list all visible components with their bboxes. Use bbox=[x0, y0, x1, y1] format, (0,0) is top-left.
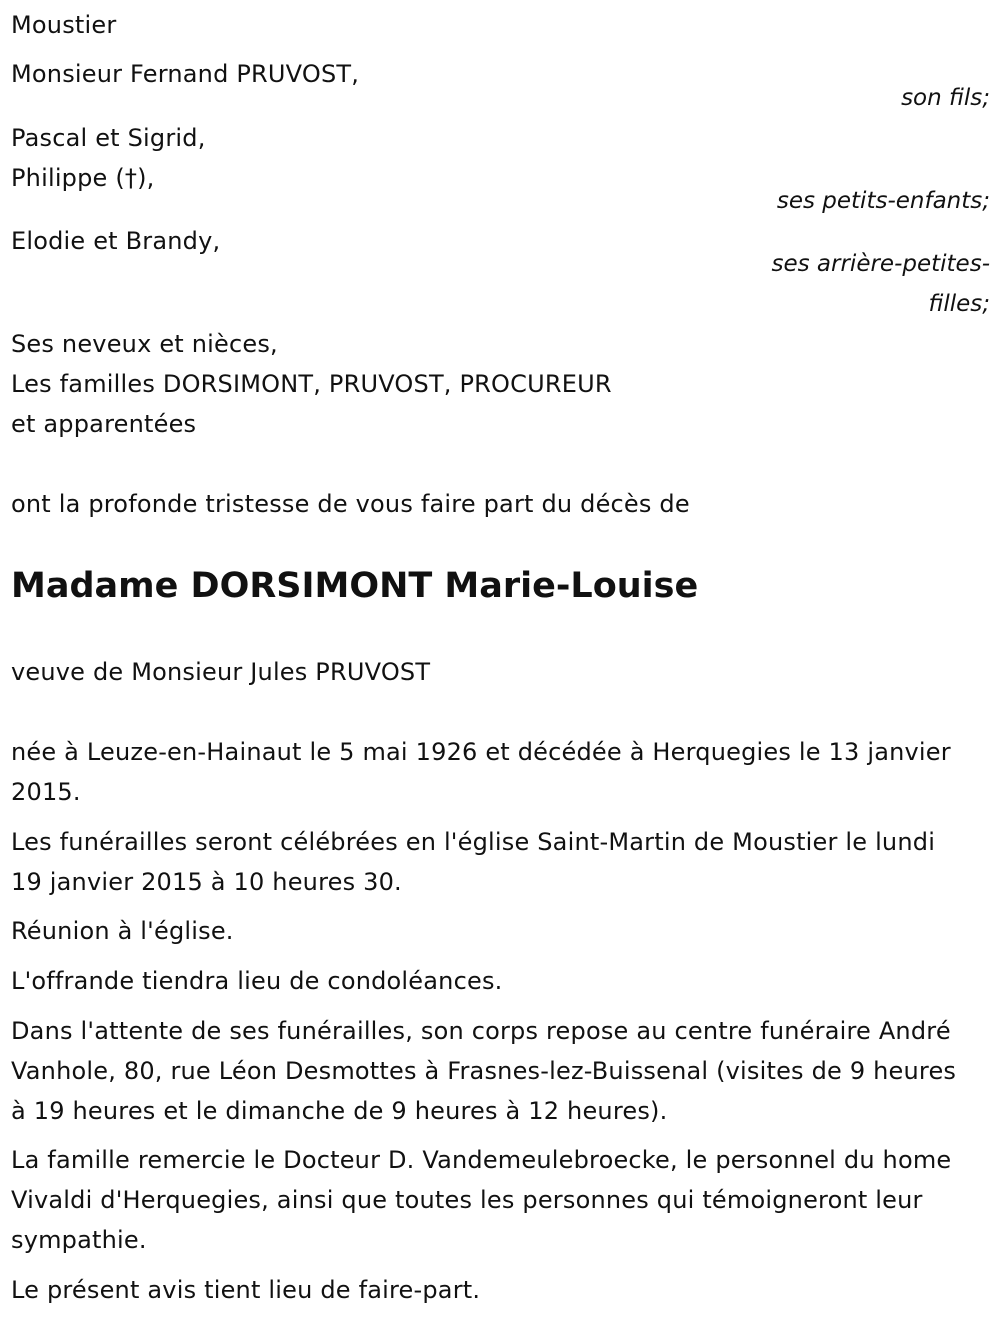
great-grandchildren-relation: ses arrière-petites- bbox=[771, 251, 990, 277]
other-relatives: Ses neveux et nièces, bbox=[11, 330, 278, 358]
grandchild-name: Pascal et Sigrid, bbox=[11, 124, 206, 152]
funeral-paragraph: Les funérailles seront célébrées en l'église Saint-Martin de Moustier le lundi 19 janvier 2015 à 10 heures 30. bbox=[11, 828, 936, 896]
closing-paragraph: Le présent avis tient lieu de faire-part. bbox=[11, 1276, 481, 1304]
widow-of: veuve de Monsieur Jules PRUVOST bbox=[11, 658, 431, 686]
thanks-paragraph: La famille remercie le Docteur D. Vandemeulebroecke, le personnel du home Vivaldi d'Herquegies, ainsi que toutes les personnes qui témoigneront leur sympathie. bbox=[11, 1146, 952, 1254]
visitation-paragraph: Dans l'attente de ses funérailles, son corps repose au centre funéraire André Vanhole, 80, rue Léon Desmottes à Frasnes-lez-Buissenal (visites de 9 heures à 19 heures et le dimanche de 9 heures à 12 heures). bbox=[11, 1017, 957, 1125]
great-grandchild-name: Elodie et Brandy, bbox=[11, 227, 221, 255]
announcement: ont la profonde tristesse de vous faire part du décès de bbox=[11, 490, 690, 518]
meeting-paragraph: Réunion à l'église. bbox=[11, 917, 234, 945]
offering-paragraph: L'offrande tiendra lieu de condoléances. bbox=[11, 967, 503, 995]
other-relatives: et apparentées bbox=[11, 410, 197, 438]
great-grandchildren-relation-cont: filles; bbox=[928, 291, 990, 317]
son-relation: son fils; bbox=[901, 85, 990, 111]
other-relatives: Les familles DORSIMONT, PRUVOST, PROCUREUR bbox=[11, 370, 612, 398]
grandchild-name: Philippe (†), bbox=[11, 164, 155, 192]
son-name: Monsieur Fernand PRUVOST, bbox=[11, 60, 360, 88]
deceased-name: Madame DORSIMONT Marie-Louise bbox=[11, 566, 699, 606]
grandchildren-relation: ses petits-enfants; bbox=[776, 188, 990, 214]
location: Moustier bbox=[11, 11, 117, 39]
birth-death-paragraph: née à Leuze-en-Hainaut le 5 mai 1926 et décédée à Herquegies le 13 janvier 2015. bbox=[11, 738, 951, 806]
